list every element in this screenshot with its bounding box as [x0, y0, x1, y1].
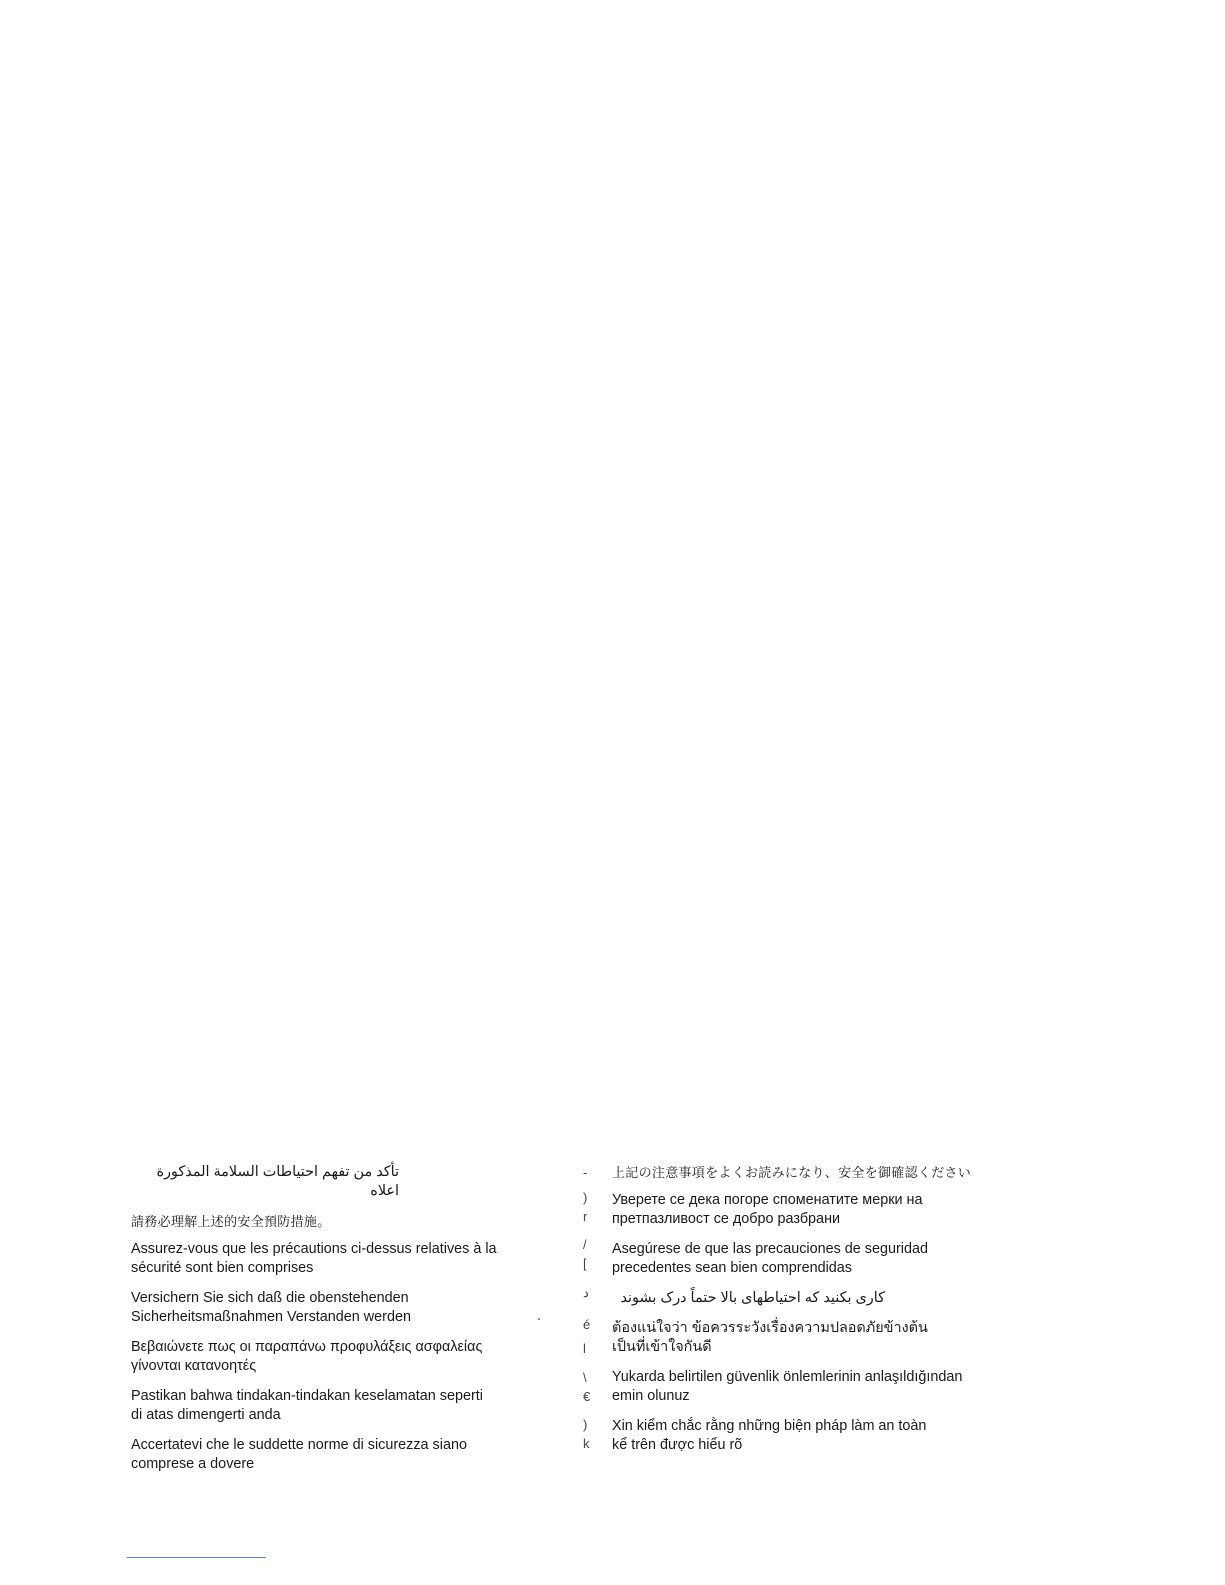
edge-mark: \ — [583, 1370, 587, 1385]
left-language-column — [131, 1163, 551, 1485]
macedonian-safety-note: Уверете се дека погоре споменатите мерки на претпазливост се добро разбрани — [612, 1192, 923, 1227]
edge-mark: r — [583, 1209, 588, 1224]
footer-rule — [127, 1557, 266, 1558]
spanish-safety-note: Asegúrese de que las precauciones de seguridad precedentes sean bien comprendidas — [612, 1241, 929, 1276]
edge-mark: ) — [583, 1417, 588, 1432]
edge-mark: / — [583, 1237, 587, 1252]
german-safety-note: Versichern Sie sich daß die obenstehenden Sicherheitsmaßnahmen Verstanden werden — [131, 1290, 411, 1325]
edge-mark: k — [583, 1436, 590, 1451]
turkish-safety-note: Yukarda belirtilen güvenlik önlemlerinin anlaşıldığından emin olunuz — [612, 1369, 963, 1404]
edge-mark: ) — [583, 1190, 588, 1205]
right-language-column — [612, 1163, 1032, 1466]
persian-safety-note: کاری بکنید که احتیاطهای بالا حتماً درک بشوند — [620, 1290, 885, 1306]
arabic-safety-note: تأكد من تفهم احتياطات السلامة المذكورة اعلاه — [156, 1164, 399, 1199]
italian-safety-note: Accertatevi che le suddette norme di sicurezza siano comprese a dovere — [131, 1437, 467, 1472]
edge-mark: l — [583, 1341, 586, 1356]
edge-mark: [ — [583, 1256, 587, 1271]
edge-mark: - — [583, 1165, 588, 1180]
greek-safety-note: Βεβαιώνετε πως οι παραπάνω προφυλάξεις ασφαλείας γίνονται κατανοητές — [131, 1339, 483, 1374]
edge-mark: د — [583, 1285, 589, 1300]
edge-mark: é — [583, 1317, 591, 1332]
indonesian-safety-note: Pastikan bahwa tindakan-tindakan keselamatan seperti di atas dimengerti anda — [131, 1388, 483, 1423]
japanese-safety-note: 上記の注意事項をよくお読みになり、安全を御確認ください — [612, 1165, 972, 1180]
thai-safety-note: ต้องแน่ใจว่า ข้อควรระวังเรื่องความปลอดภัยข้างต้น เป็นที่เข้าใจกันดี — [612, 1320, 928, 1355]
edge-mark: € — [583, 1389, 591, 1404]
vietnamese-safety-note: Xin kiểm chắc rằng những biện pháp làm an toàn kể trên được hiểu rõ — [612, 1418, 927, 1453]
french-safety-note: Assurez-vous que les précautions ci-dessus relatives à la sécurité sont bien comprises — [131, 1241, 497, 1276]
chinese-safety-note: 請務必理解上述的安全預防措施。 — [131, 1214, 331, 1229]
stray-dot — [538, 1318, 540, 1320]
